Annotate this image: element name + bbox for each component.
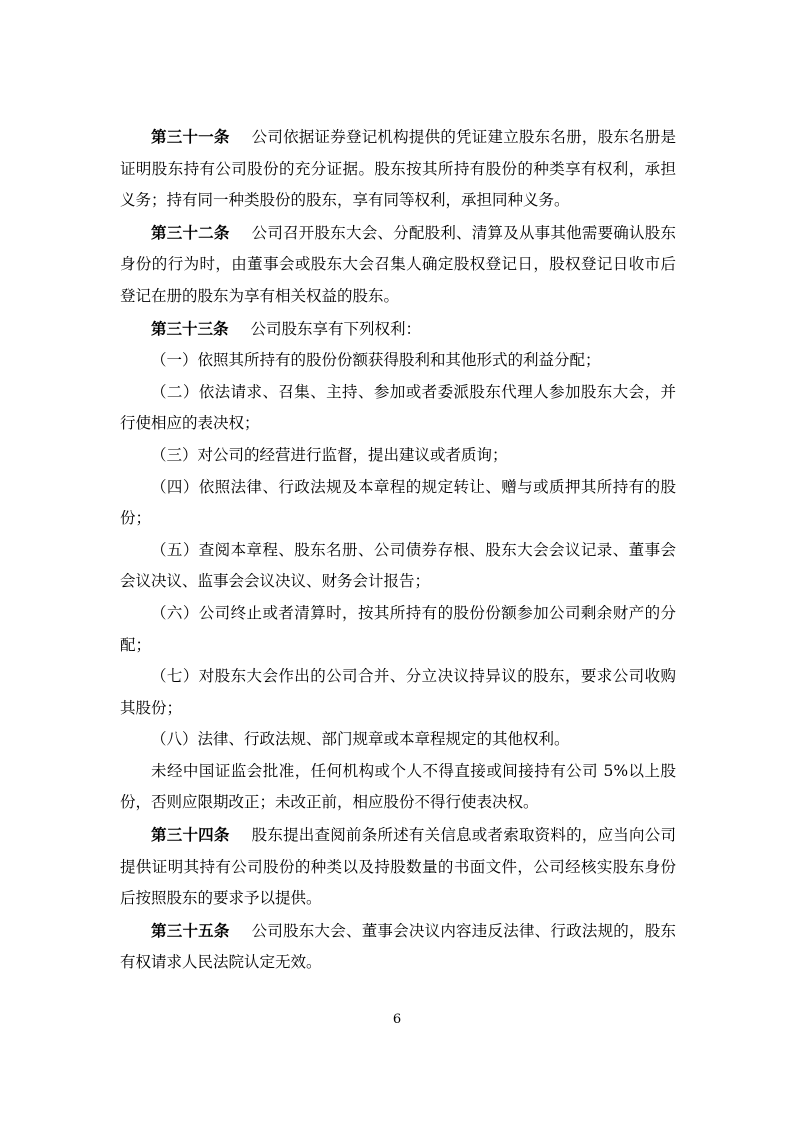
paragraph-article-33 [120, 313, 676, 346]
list-item [120, 377, 676, 440]
article-heading: 第三十二条 [151, 222, 230, 242]
paragraph-text: 公司股东大会、董事会决议内容违反法律、行政法规的，股东有权请求人民法院认定无效。 [120, 921, 676, 972]
paragraph-text: （六）公司终止或者清算时，按其所持有的股份份额参加公司剩余财产的分配； [120, 603, 676, 654]
paragraph-text: （一）依照其所持有的股份份额获得股利和其他形式的利益分配； [151, 351, 601, 370]
paragraph-text: （四）依照法律、行政法规及本章程的规定转让、赠与或质押其所持有的股份； [120, 477, 676, 528]
paragraph-csrc-note [120, 756, 676, 819]
paragraph-text: （五）查阅本章程、股东名册、公司债券存根、股东大会会议记录、董事会会议决议、监事会会议决议、财务会计报告； [120, 540, 676, 591]
article-heading: 第三十一条 [151, 127, 230, 146]
paragraph-text: （七）对股东大会作出的公司合并、分立决议持异议的股东，要求公司收购其股份； [120, 667, 676, 717]
paragraph-text: 未经中国证监会批准，任何机构或个人不得直接或间接持有公司 5%以上股份，否则应限期改正；未改正前，相应股份不得行使表决权。 [120, 761, 676, 812]
article-heading: 第三十五条 [151, 920, 230, 940]
paragraph-text: 股东提出查阅前条所述有关信息或者索取资料的，应当向公司提供证明其持有公司股份的种类以及持股数量的书面文件，公司经核实股东身份后按照股东的要求予以提供。 [120, 826, 676, 908]
paragraph-text: （三）对公司的经营进行监督，提出建议或者质询； [151, 445, 508, 464]
paragraph-article-32 [120, 217, 676, 313]
list-item [120, 535, 676, 598]
paragraph-text: 公司股东享有下列权利： [250, 319, 422, 338]
list-item [120, 472, 676, 535]
paragraph-article-34 [120, 819, 676, 915]
list-item [120, 440, 676, 472]
paragraph-text: 公司召开股东大会、分配股利、清算及从事其他需要确认股东身份的行为时，由董事会或股东大会召集人确定股权登记日，股权登记日收市后登记在册的股东为享有相关权益的股东。 [120, 223, 676, 305]
list-item [120, 661, 676, 724]
list-item [120, 724, 676, 756]
article-heading: 第三十四条 [151, 825, 230, 845]
list-item [120, 345, 676, 377]
paragraph-text: （二）依法请求、召集、主持、参加或者委派股东代理人参加股东大会，并行使相应的表决权； [120, 382, 676, 433]
paragraph-text: （八）法律、行政法规、部门规章或本章程规定的其他权利。 [151, 730, 570, 749]
document-body [120, 121, 676, 979]
list-item [120, 598, 676, 661]
paragraph-article-31 [120, 121, 676, 217]
paragraph-article-35 [120, 915, 676, 979]
paragraph-text: 公司依据证券登记机构提供的凭证建立股东名册，股东名册是证明股东持有公司股份的充分证据。股东按其所持有股份的种类享有权利，承担义务；持有同一种类股份的股东，享有同等权利，承担同种义务。 [120, 128, 676, 210]
article-heading: 第三十三条 [151, 318, 229, 338]
page-number: 6 [392, 1012, 402, 1027]
